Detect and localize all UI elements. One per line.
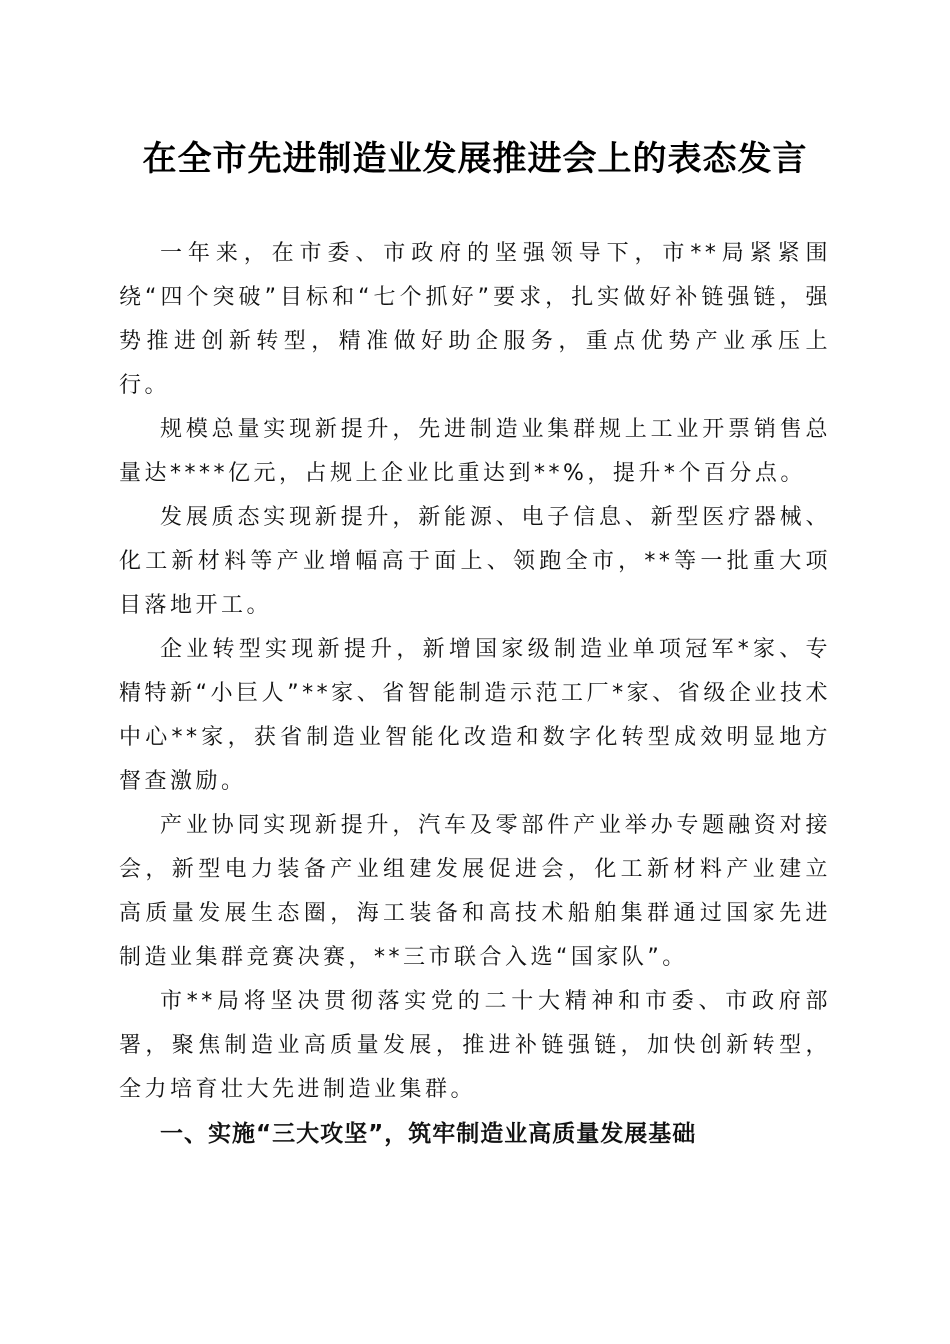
document-title: 在全市先进制造业发展推进会上的表态发言 [142, 139, 808, 179]
paragraph-quality: 发展质态实现新提升，新能源、电子信息、新型医疗器械、化工新材料等产业增幅高于面上、领跑全市，**等一批重大项目落地开工。 [119, 505, 831, 618]
paragraph-synergy: 产业协同实现新提升，汽车及零部件产业举办专题融资对接会，新型电力装备产业组建发展促进会，化工新材料产业建立高质量发展生态圈，海工装备和高技术船舶集群通过国家先进制造业集群竞赛决赛，**三市联合入选“国家队”。 [119, 813, 831, 970]
paragraph-scale: 规模总量实现新提升，先进制造业集群规上工业开票销售总量达****亿元，占规上企业比重达到**%，提升*个百分点。 [119, 417, 831, 486]
document-body [119, 232, 831, 1156]
paragraph-intro: 一年来，在市委、市政府的坚强领导下，市**局紧紧围绕“四个突破”目标和“七个抓好”要求，扎实做好补链强链，强势推进创新转型，精准做好助企服务，重点优势产业承压上行。 [119, 241, 831, 398]
section-heading: 一、实施“三大攻坚”，筑牢制造业高质量发展基础 [160, 1121, 697, 1147]
paragraph-transformation: 企业转型实现新提升，新增国家级制造业单项冠军*家、专精特新“小巨人”**家、省智能制造示范工厂*家、省级企业技术中心**家，获省制造业智能化改造和数字化转型成效明显地方督查激励。 [119, 637, 831, 794]
paragraph-commitment: 市**局将坚决贯彻落实党的二十大精神和市委、市政府部署，聚焦制造业高质量发展，推进补链强链，加快创新转型，全力培育壮大先进制造业集群。 [119, 989, 831, 1102]
